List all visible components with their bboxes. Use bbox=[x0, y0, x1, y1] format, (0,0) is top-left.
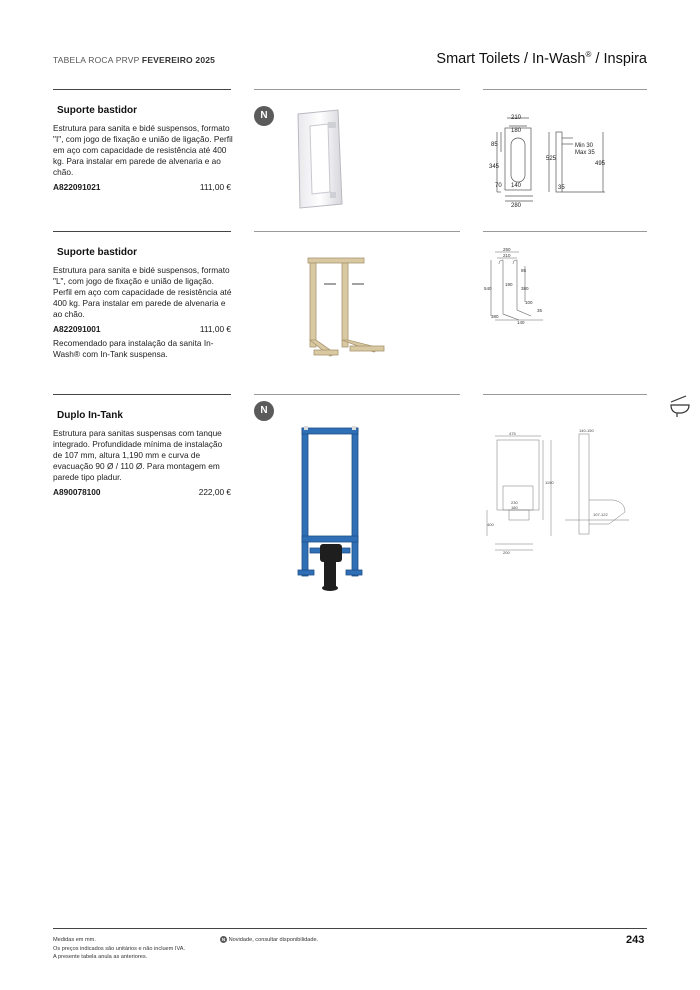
drawing-label: 380 bbox=[521, 286, 529, 291]
product-price: 222,00 € bbox=[198, 487, 231, 497]
drawing-label: 380 bbox=[491, 314, 499, 319]
novelty-legend-badge: N bbox=[221, 937, 226, 942]
toilet-outline-icon bbox=[668, 393, 694, 419]
drawing-label: 475 bbox=[509, 431, 516, 436]
drawing-label: 180 bbox=[511, 128, 522, 134]
product-description: Estrutura para sanita e bidé suspensos, formato "I", com jogo de fixação e união de ligação. Perfil em aço com capacidade de resistência até 400 kg. Para instalar em parede de alvenaria e ao chão. bbox=[53, 123, 233, 177]
technical-drawing-duplo-in-tank bbox=[483, 426, 633, 560]
divider bbox=[254, 89, 460, 90]
product-code: A890078100 bbox=[53, 487, 101, 497]
drawing-label: 107-122 bbox=[593, 512, 608, 517]
drawing-label: 230 bbox=[511, 500, 518, 505]
divider bbox=[483, 394, 647, 395]
drawing-label: 140 bbox=[511, 183, 522, 189]
divider bbox=[254, 394, 460, 395]
technical-drawing-frame-i bbox=[483, 108, 643, 208]
drawing-label: 345 bbox=[489, 164, 500, 170]
novelty-badge: N bbox=[254, 401, 274, 421]
product-note: Recomendado para instalação da sanita In-Wash® com In-Tank suspensa. bbox=[53, 338, 214, 359]
drawing-label: Min 30 bbox=[575, 143, 594, 149]
drawing-label: 70 bbox=[495, 183, 502, 189]
catalog-edition: TABELA ROCA PRVP FEVEREIRO 2025 bbox=[53, 55, 216, 65]
footer-divider bbox=[53, 928, 647, 929]
page-number: 243 bbox=[626, 934, 645, 946]
drawing-label: 85 bbox=[521, 268, 527, 273]
drawing-label: 140-150 bbox=[579, 428, 594, 433]
divider bbox=[53, 89, 231, 90]
drawing-label: Max 35 bbox=[575, 150, 595, 156]
divider bbox=[483, 89, 647, 90]
footer-note: A presente tabela anula as anteriores. bbox=[53, 954, 148, 960]
drawing-label: 1190 bbox=[545, 480, 554, 485]
novelty-legend bbox=[220, 936, 318, 945]
drawing-label: 190 bbox=[505, 282, 513, 287]
product-title: Duplo In-Tank bbox=[57, 410, 123, 421]
drawing-label: 35 bbox=[558, 185, 565, 191]
drawing-label: 210 bbox=[503, 253, 511, 258]
drawing-label: 540 bbox=[484, 286, 492, 291]
divider bbox=[53, 394, 231, 395]
drawing-label: 85 bbox=[491, 142, 498, 148]
footer-note: Os preços indicados são unitários e não incluem IVA. bbox=[53, 945, 186, 952]
novelty-legend-text: Novidade, consultar disponibilidade. bbox=[228, 937, 319, 943]
drawing-label: 100 bbox=[525, 300, 533, 305]
product-photo-duplo-in-tank bbox=[294, 424, 366, 600]
drawing-label: 200 bbox=[503, 550, 510, 555]
drawing-label: 35 bbox=[537, 308, 543, 313]
product-description: Estrutura para sanita e bidé suspensos, formato "L", com jogo de fixação e união de ligação. Perfil em aço com capacidade de resistência até 400 kg. Para instalar em parede de alvenaria e ao chão. bbox=[53, 265, 232, 319]
drawing-label: 140 bbox=[517, 320, 525, 325]
drawing-label: 210 bbox=[511, 115, 522, 121]
technical-drawing-frame-l bbox=[483, 246, 563, 328]
page-section-title: Smart Toilets / In-Wash® / Inspira bbox=[436, 50, 647, 67]
novelty-badge: N bbox=[254, 106, 274, 126]
footer-note: Medidas em mm. bbox=[53, 937, 96, 943]
drawing-label: 180 bbox=[511, 505, 518, 510]
product-photo-frame-i bbox=[290, 108, 354, 212]
drawing-label: 250 bbox=[503, 247, 511, 252]
product-code: A822091001 bbox=[53, 324, 101, 334]
divider bbox=[483, 231, 647, 232]
drawing-label: 280 bbox=[511, 203, 522, 208]
drawing-label: 400 bbox=[487, 522, 494, 527]
divider bbox=[254, 231, 460, 232]
product-code: A822091021 bbox=[53, 182, 101, 192]
product-title: Suporte bastidor bbox=[57, 105, 138, 116]
product-price: 111,00 € bbox=[199, 182, 231, 192]
drawing-label: 525 bbox=[546, 156, 557, 162]
drawing-label: 495 bbox=[595, 161, 606, 167]
product-description: Estrutura para sanitas suspensas com tanque integrado. Profundidade mínima de instalação de 107 mm, altura 1,190 mm e curva de evacuação 90 Ø / 110 Ø. Para montagem em parede tipo pladur. bbox=[53, 428, 223, 482]
product-title: Suporte bastidor bbox=[57, 247, 138, 258]
divider bbox=[53, 231, 231, 232]
product-photo-frame-l bbox=[300, 254, 390, 370]
footer-notes bbox=[53, 936, 185, 962]
product-price: 111,00 € bbox=[199, 324, 231, 334]
